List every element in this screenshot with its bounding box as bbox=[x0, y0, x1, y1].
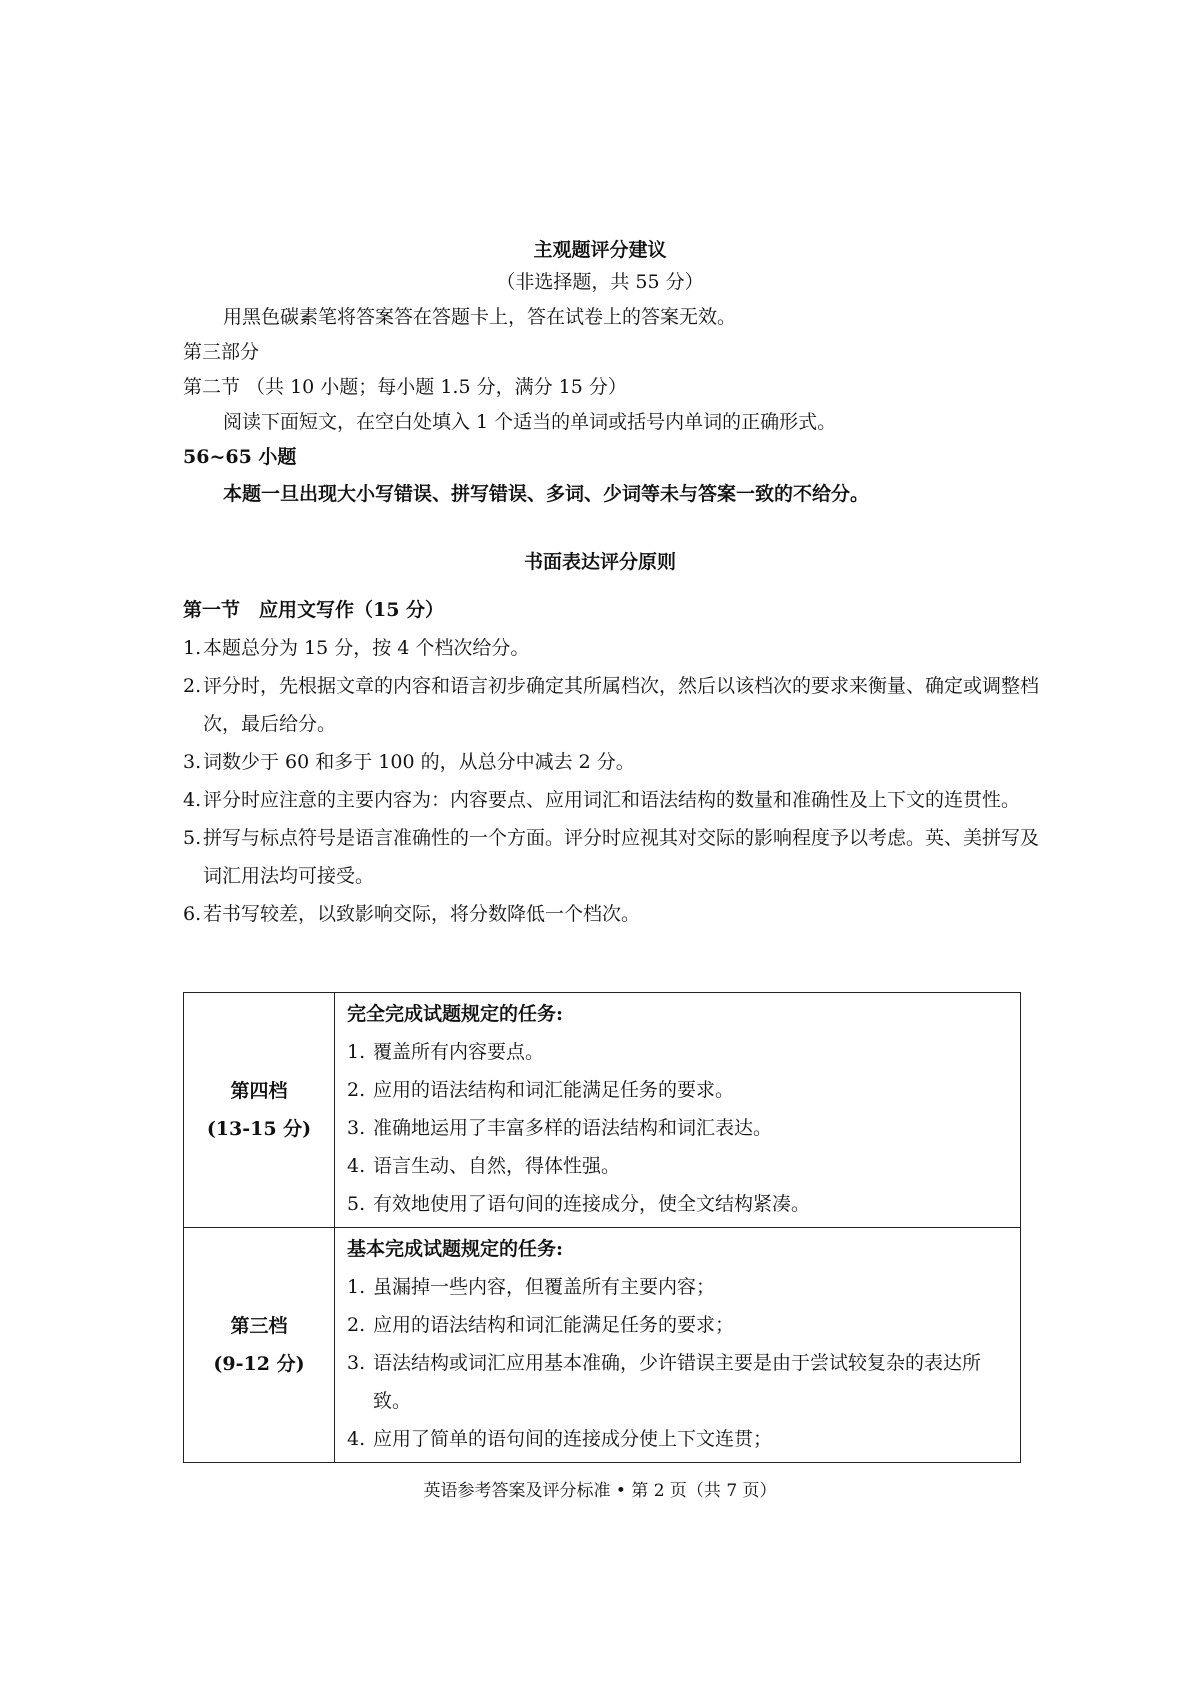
rule-text: 词数少于 60 和多于 100 的，从总分中减去 2 分。 bbox=[203, 751, 635, 773]
criteria-number: 4. bbox=[347, 1155, 366, 1177]
criteria-number: 2. bbox=[347, 1079, 366, 1101]
criteria-number: 5. bbox=[347, 1193, 366, 1215]
criteria-text: 虽漏掉一些内容，但覆盖所有主要内容； bbox=[373, 1276, 716, 1298]
criteria-text: 语言生动、自然，得体性强。 bbox=[373, 1155, 621, 1177]
instruction: 用黑色碳素笔将答案答在答题卡上，答在试卷上的答案无效。 bbox=[223, 306, 737, 328]
criteria-number: 1. bbox=[347, 1041, 366, 1063]
grade-score: (9-12 分) bbox=[213, 1353, 305, 1375]
section-subtitle: （非选择题，共 55 分） bbox=[496, 271, 704, 293]
grade-score: (13-15 分) bbox=[206, 1118, 312, 1140]
question-range: 56~65 小题 bbox=[183, 446, 297, 468]
criteria-text: 应用的语法结构和词汇能满足任务的要求。 bbox=[373, 1079, 735, 1101]
rule-text: 若书写较差，以致影响交际，将分数降低一个档次。 bbox=[203, 903, 641, 925]
rubric-row-grade-3 bbox=[184, 1228, 1021, 1463]
criteria-text: 应用了简单的语句间的连接成分使上下文连贯； bbox=[373, 1428, 773, 1450]
rule-number: 1. bbox=[183, 637, 202, 659]
criteria-number: 3. bbox=[347, 1352, 366, 1374]
task-description: 阅读下面短文，在空白处填入 1 个适当的单词或括号内单词的正确形式。 bbox=[223, 411, 837, 433]
criteria-text: 应用的语法结构和词汇能满足任务的要求； bbox=[373, 1314, 735, 1336]
rules-list bbox=[183, 629, 1043, 933]
rule-number: 6. bbox=[183, 903, 202, 925]
criteria-text: 覆盖所有内容要点。 bbox=[373, 1041, 545, 1063]
rule-text: 评分时，先根据文章的内容和语言初步确定其所属档次，然后以该档次的要求来衡量、确定或调整档次，最后给分。 bbox=[203, 675, 1040, 735]
grade-cell bbox=[184, 1228, 335, 1463]
rule-item bbox=[183, 895, 1043, 933]
criteria-text: 语法结构或词汇应用基本准确，少许错误主要是由于尝试较复杂的表达所致。 bbox=[373, 1352, 982, 1412]
section-title: 主观题评分建议 bbox=[533, 239, 667, 261]
writing-section-heading: 第一节 应用文写作（15 分） bbox=[183, 599, 445, 621]
rule-item bbox=[183, 629, 1043, 667]
criteria-number: 3. bbox=[347, 1117, 366, 1139]
grade-label: 第三档 bbox=[230, 1315, 288, 1337]
criteria-title: 基本完成试题规定的任务: bbox=[347, 1238, 564, 1260]
criteria-item bbox=[347, 1306, 1012, 1344]
criteria-number: 1. bbox=[347, 1276, 366, 1298]
rule-number: 5. bbox=[183, 827, 202, 849]
rule-number: 3. bbox=[183, 751, 202, 773]
rule-number: 4. bbox=[183, 789, 202, 811]
rubric-row-grade-4 bbox=[184, 993, 1021, 1228]
page-footer: 英语参考答案及评分标准 • 第 2 页（共 7 页） bbox=[423, 1481, 777, 1501]
part-heading: 第三部分 bbox=[183, 341, 260, 363]
rule-item bbox=[183, 667, 1043, 743]
criteria-title: 完全完成试题规定的任务: bbox=[347, 1003, 564, 1025]
criteria-text: 有效地使用了语句间的连接成分，使全文结构紧凑。 bbox=[373, 1193, 811, 1215]
rule-text: 评分时应注意的主要内容为：内容要点、应用词汇和语法结构的数量和准确性及上下文的连贯性。 bbox=[203, 789, 1021, 811]
criteria-number: 2. bbox=[347, 1314, 366, 1336]
rule-item bbox=[183, 743, 1043, 781]
grading-note: 本题一旦出现大小写错误、拼写错误、多词、少词等未与答案一致的不给分。 bbox=[223, 483, 870, 505]
rule-item bbox=[183, 819, 1043, 895]
rule-text: 本题总分为 15 分，按 4 个档次给分。 bbox=[203, 637, 530, 659]
rule-text: 拼写与标点符号是语言准确性的一个方面。评分时应视其对交际的影响程度予以考虑。英、美拼写及词汇用法均可接受。 bbox=[203, 827, 1040, 887]
criteria-cell bbox=[335, 1228, 1021, 1463]
criteria-item bbox=[347, 1420, 1012, 1458]
rubric-table bbox=[183, 992, 1021, 1463]
criteria-text: 准确地运用了丰富多样的语法结构和词汇表达。 bbox=[373, 1117, 773, 1139]
criteria-item bbox=[347, 1268, 1012, 1306]
grade-cell bbox=[184, 993, 335, 1228]
criteria-cell bbox=[335, 993, 1021, 1228]
criteria-item bbox=[347, 1071, 1012, 1109]
rule-number: 2. bbox=[183, 675, 202, 697]
writing-title: 书面表达评分原则 bbox=[523, 551, 676, 573]
rule-item bbox=[183, 781, 1043, 819]
criteria-item bbox=[347, 1033, 1012, 1071]
criteria-number: 4. bbox=[347, 1428, 366, 1450]
criteria-item bbox=[347, 1147, 1012, 1185]
section-heading: 第二节 （共 10 小题；每小题 1.5 分，满分 15 分） bbox=[183, 376, 627, 398]
criteria-item bbox=[347, 1109, 1012, 1147]
criteria-item bbox=[347, 1185, 1012, 1223]
criteria-item bbox=[347, 1344, 1012, 1420]
grade-label: 第四档 bbox=[230, 1080, 288, 1102]
